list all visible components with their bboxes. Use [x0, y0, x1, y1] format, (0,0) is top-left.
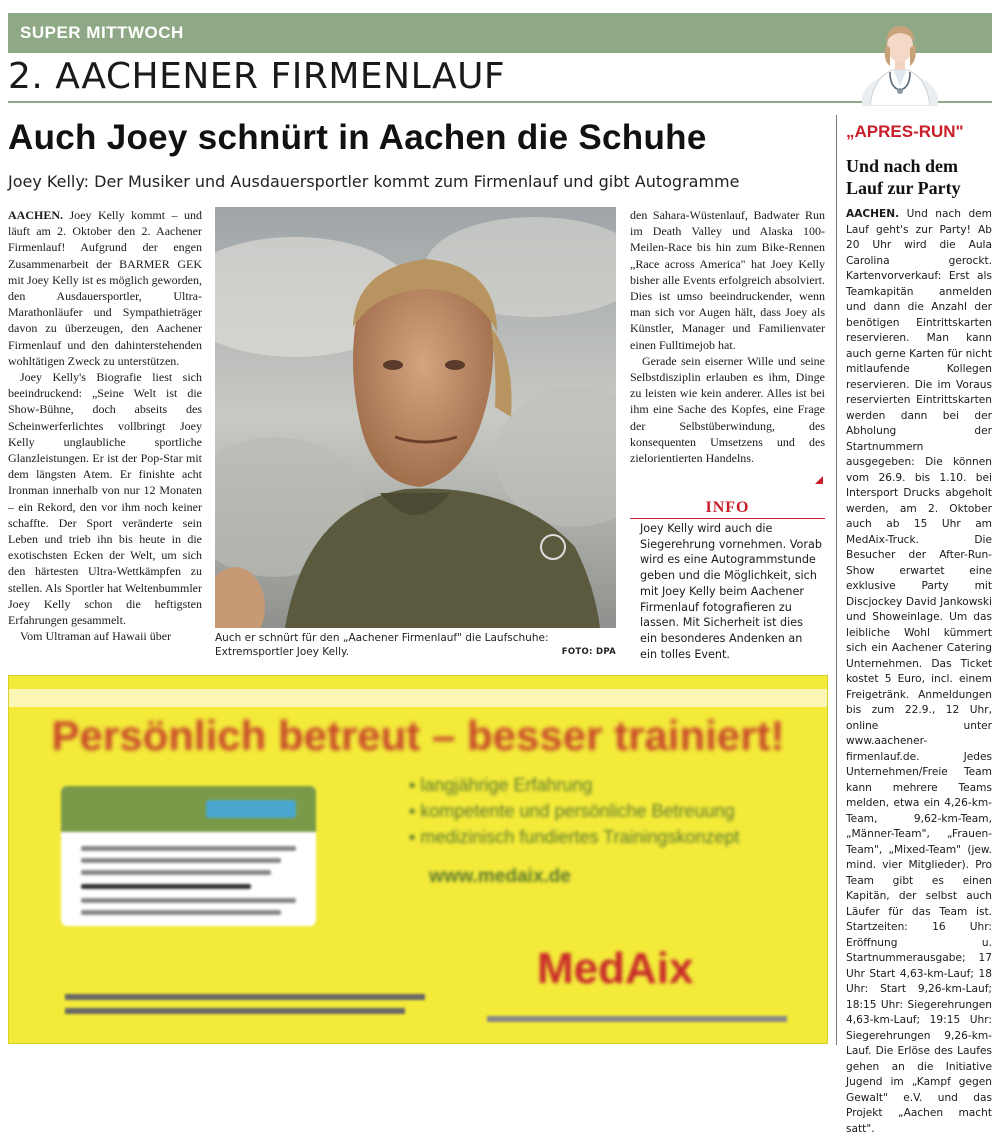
ad-url-link[interactable]: www.medaix.de [429, 866, 571, 887]
column-divider [836, 115, 837, 1045]
ad-bullet: ▪ medizinisch fundiertes Trainingskonzept [409, 827, 740, 847]
ad-footer-line [65, 1008, 405, 1014]
photo-credit: FOTO: DPA [561, 647, 616, 657]
info-rule [630, 518, 825, 519]
ribbon-label: SUPER MITTWOCH [20, 23, 184, 42]
sidebar-kicker: „APRES-RUN" [846, 122, 964, 141]
ad-logo-tagline [487, 1016, 787, 1022]
section-ribbon [8, 13, 992, 53]
ad-card-line [81, 884, 251, 889]
end-mark [815, 476, 823, 484]
ad-card-line [81, 858, 281, 863]
article-paragraph: Joey Kelly kommt – und läuft am 2. Oktober den 2. Aachener Firmenlauf! Aufgrund der engen Zusammenarbeit der BARMER GEK mit Joey Kelly ist es möglich geworden, den Ausdauersportler, Ultra-Marathonläufer und Sympathieträger davon zu überzeugen, den Aachener Firmenlauf und den dahinterstehenden wohltätigen Zweck zu unterstützen. [8, 208, 202, 368]
portrait-image [215, 207, 616, 628]
ad-card-line [81, 898, 296, 903]
article-paragraph: den Sahara-Wüstenlauf, Badwater Run im Death Valley und Alaska 100-Meilen-Race bis hin zum Bike-Rennen „Race across America" hat Joey Kelly bisher alle Events erfolgreich absolviert. Dies ist umso beeindruckender, wenn man sich vor Augen hält, dass Joey als Künstler, Manager und Familienvater einen Fulltimejob hat. [630, 208, 825, 352]
info-text: Joey Kelly wird auch die Siegerehrung vornehmen. Vorab wird es eine Autogrammstunde geben und die Möglichkeit, sich mit Joey Kelly beim Aachener Firmenlauf fotografieren zu lassen. Mit Sicherheit ist dies ein besonderes Andenken an ein tolles Event. [640, 522, 822, 661]
ad-card-tag [206, 800, 296, 818]
article-paragraph: Joey Kelly's Biografie liest sich beeindruckend: „Seine Welt ist die Show-Bühne, doch abseits des Scheinwerferlichtes vollbringt Joey Kelly unglaubliche sportliche Glanzleistungen. Er ist der Pop-Star mit dem längsten Atem. Er finishte acht Ironman innerhalb von nur 12 Monaten – ein Rekord, den vor ihm noch keiner schaffte. Der Sport veränderte sein Leben und trieb ihn bis heute in die exotischsten Ecken der Welt, um sich den härtesten Ultra-Wettkämpfen zu stellen. Als Sportler hat Weltenbummler Joey Kelly schon die heftigsten Erfahrungen gesammelt. [8, 370, 202, 628]
ad-headline: Persönlich betreut – besser trainiert! [51, 712, 785, 759]
ad-card-line [81, 846, 296, 851]
article-paragraph: Gerade sein eiserner Wille und seine Selbstdisziplin erlauben es ihm, Dinge zu leisten wie kein anderer. Alles ist bei ihm eine Sache des Kopfes, eine Frage der Selbstüberwindung, des konsequenten Umsetzens und des zielorientierten Handelns. [630, 353, 825, 466]
section-title: 2. AACHENER FIRMENLAUF [8, 56, 506, 97]
article-paragraph: Vom Ultraman auf Hawaii über [20, 629, 172, 644]
advertisement[interactable] [8, 675, 828, 1044]
ad-bullet: ▪ langjährige Erfahrung [409, 775, 593, 795]
ad-bullet: ▪ kompetente und persönliche Betreuung [409, 801, 735, 821]
ad-card-line [81, 870, 271, 875]
article-column-3 [630, 207, 825, 466]
caption-text: Auch er schnürt für den „Aachener Firmenlauf" die Laufschuhe: Extremsportler Joey Kelly. [215, 632, 549, 658]
doctor-illustration [860, 14, 940, 106]
sidebar-text [846, 207, 992, 1137]
dateline: AACHEN. [8, 208, 64, 222]
info-title: INFO [705, 499, 750, 516]
ad-offer-card [61, 786, 316, 926]
sidebar-dateline: AACHEN. [846, 208, 900, 220]
article-headline: Auch Joey schnürt in Aachen die Schuhe [8, 118, 707, 157]
article-photo [215, 207, 616, 628]
ad-card-line [81, 910, 281, 915]
section-rule [8, 101, 992, 103]
medaix-logo: MedAix [537, 944, 694, 993]
article-subheadline: Joey Kelly: Der Musiker und Ausdauersportler kommt zum Firmenlauf und gibt Autogramme [8, 172, 740, 191]
sidebar-title: Und nach dem Lauf zur Party [846, 156, 961, 198]
photo-caption [215, 631, 616, 659]
ad-footer-line [65, 994, 425, 1000]
ad-band [9, 689, 827, 707]
article-column-1 [8, 207, 202, 644]
sidebar-body: Und nach dem Lauf geht's zur Party! Ab 20 Uhr wird die Aula Carolina gerockt. Kartenvorverkauf: Erst als Teamkapitän anmelden und dann die Anzahl der benötigen Eintrittskarten reservieren. Man kann auch gerne Karten für nicht mitlaufende Kollegen reservieren. Die im Voraus reservierten Eintrittskarten werden dann bei der Abholung der Startnummern ausgegeben: Die können vom 26.9. bis 1.10. bei Intersport Drucks abgeholt werden, am 2. Oktober auch ab 15 Uhr am MedAix-Truck. Die Besucher der After-Run-Show erwartet eine exklusive Party mit Discjockey David Jankowski und Showeinlage. Um das leibliche Wohl kümmert sich ein Aachener Catering Unternehmen. Das Ticket kostet 5 Euro, incl. einem Freigetränk. Anmeldungen bis zum 22.9., 12 Uhr, online unter www.aachener-firmenlauf.de. Jedes Unternehmen/Freie Team kann mehrere Teams melden, etwa ein 4,26-km-Team, 9,62-km-Team, „Männer-Team", „Frauen-Team", „Mixed-Team" (jew. mind. vier Mitglieder). Pro Team gibt es einen Kapitän, der selbst auch Läufer für das Team ist. Startzeiten: 16 Uhr: Eröffnung u. Startnummerausgabe; 17 Uhr Start 4,63-km-Lauf; 18 Uhr: Start 9,26-km-Lauf; 18:15 Uhr: Siegerehrungen 4,63-km-Lauf; 19:15 Uhr: Siegerehrungen 9,26-km-Lauf. Die Erlöse des Laufes gehen an die Initiative Jugend im „Kampf gegen Gewalt" e.V. und das Projekt „Aachen macht satt". [846, 208, 993, 1135]
ad-bullet-list [409, 772, 809, 850]
